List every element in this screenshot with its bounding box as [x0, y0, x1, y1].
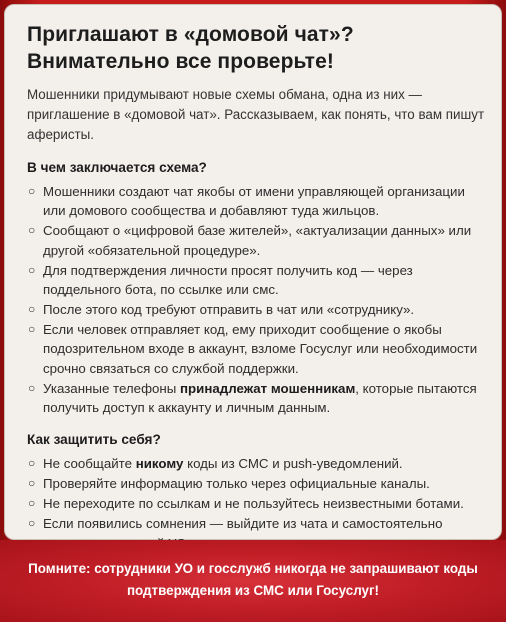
- protect-list: [27, 454, 487, 553]
- bullet-icon: ○: [28, 456, 36, 471]
- list-item-text-post: , которые пытаются получить доступ к аккаунту и личным данным.: [43, 380, 477, 415]
- bullet-icon: ○: [28, 321, 36, 336]
- list-item-text: Для подтверждения личности просят получить код — через поддельного бота, по ссылке или смс.: [43, 262, 413, 298]
- bullet-icon: ○: [28, 380, 36, 395]
- bullet-icon: ○: [28, 223, 36, 238]
- list-item-text: Сообщают о «цифровой базе жителей», «актуализации данных» или другой «обязательной процедуре».: [43, 223, 472, 258]
- list-item-text-bold: принадлежат мошенникам: [180, 380, 356, 396]
- list-item: [27, 379, 487, 418]
- warning-text: [20, 558, 486, 602]
- list-item-text: Мошенники создают чат якобы от имени управляющей организации или домового сообщества и добавляют туда жильцов.: [43, 184, 465, 219]
- title-line-2: Внимательно все проверьте!: [27, 50, 334, 73]
- list-item: [27, 182, 487, 221]
- bullet-icon: ○: [28, 301, 36, 316]
- scheme-heading: В чем заключается схема?: [27, 160, 207, 175]
- bullet-icon: ○: [28, 516, 36, 531]
- title-line-1: Приглашают в «домовой чат»?: [27, 23, 354, 46]
- warning-line-2: подтверждения из СМС или Госуслуг!: [126, 583, 380, 598]
- article-title: [27, 21, 487, 75]
- article-content: [27, 21, 487, 553]
- article-card: [4, 4, 502, 540]
- list-item-text: Если человек отправляет код, ему приходит сообщение о якобы подозрительном входе в аккаунт, взломе Госуслуг или необходимости срочно связаться со службой поддержки.: [43, 321, 478, 376]
- bullet-icon: ○: [28, 476, 36, 491]
- list-item-text: Проверяйте информацию только через официальные каналы.: [43, 476, 430, 492]
- list-item-text-post: коды из СМС и push-уведомлений.: [183, 456, 403, 472]
- list-item: [27, 300, 487, 319]
- list-item-text-pre: Указанные телефоны: [43, 380, 181, 396]
- list-item: [27, 320, 487, 378]
- bullet-icon: ○: [28, 184, 36, 198]
- list-item-text: После этого код требуют отправить в чат или «сотруднику».: [43, 301, 415, 317]
- list-item: [27, 494, 487, 513]
- list-item: [27, 261, 487, 300]
- list-item-text: Если появились сомнения — выйдите из чата и самостоятельно: [43, 516, 443, 532]
- list-item-text: Не переходите по ссылкам и не пользуйтесь неизвестными ботами.: [43, 496, 464, 512]
- list-item: [27, 454, 487, 473]
- scheme-list: [27, 182, 487, 417]
- bullet-icon: ○: [28, 262, 36, 277]
- list-item: [27, 474, 487, 493]
- list-item-text-bold: никому: [135, 456, 184, 472]
- bullet-icon: ○: [28, 496, 36, 511]
- warning-banner: [0, 540, 506, 622]
- protect-heading: Как защитить себя?: [27, 432, 161, 448]
- intro-paragraph: Мошенники придумывают новые схемы обмана, одна из них — приглашение в «домовой чат». Рассказываем, как понять, что вам пишут аферисты.: [27, 87, 485, 142]
- list-item: [27, 221, 487, 260]
- warning-line-1: Помните: сотрудники УО и госслужб никогда не запрашивают коды: [28, 561, 478, 576]
- list-item-text-pre: Не сообщайте: [43, 456, 136, 472]
